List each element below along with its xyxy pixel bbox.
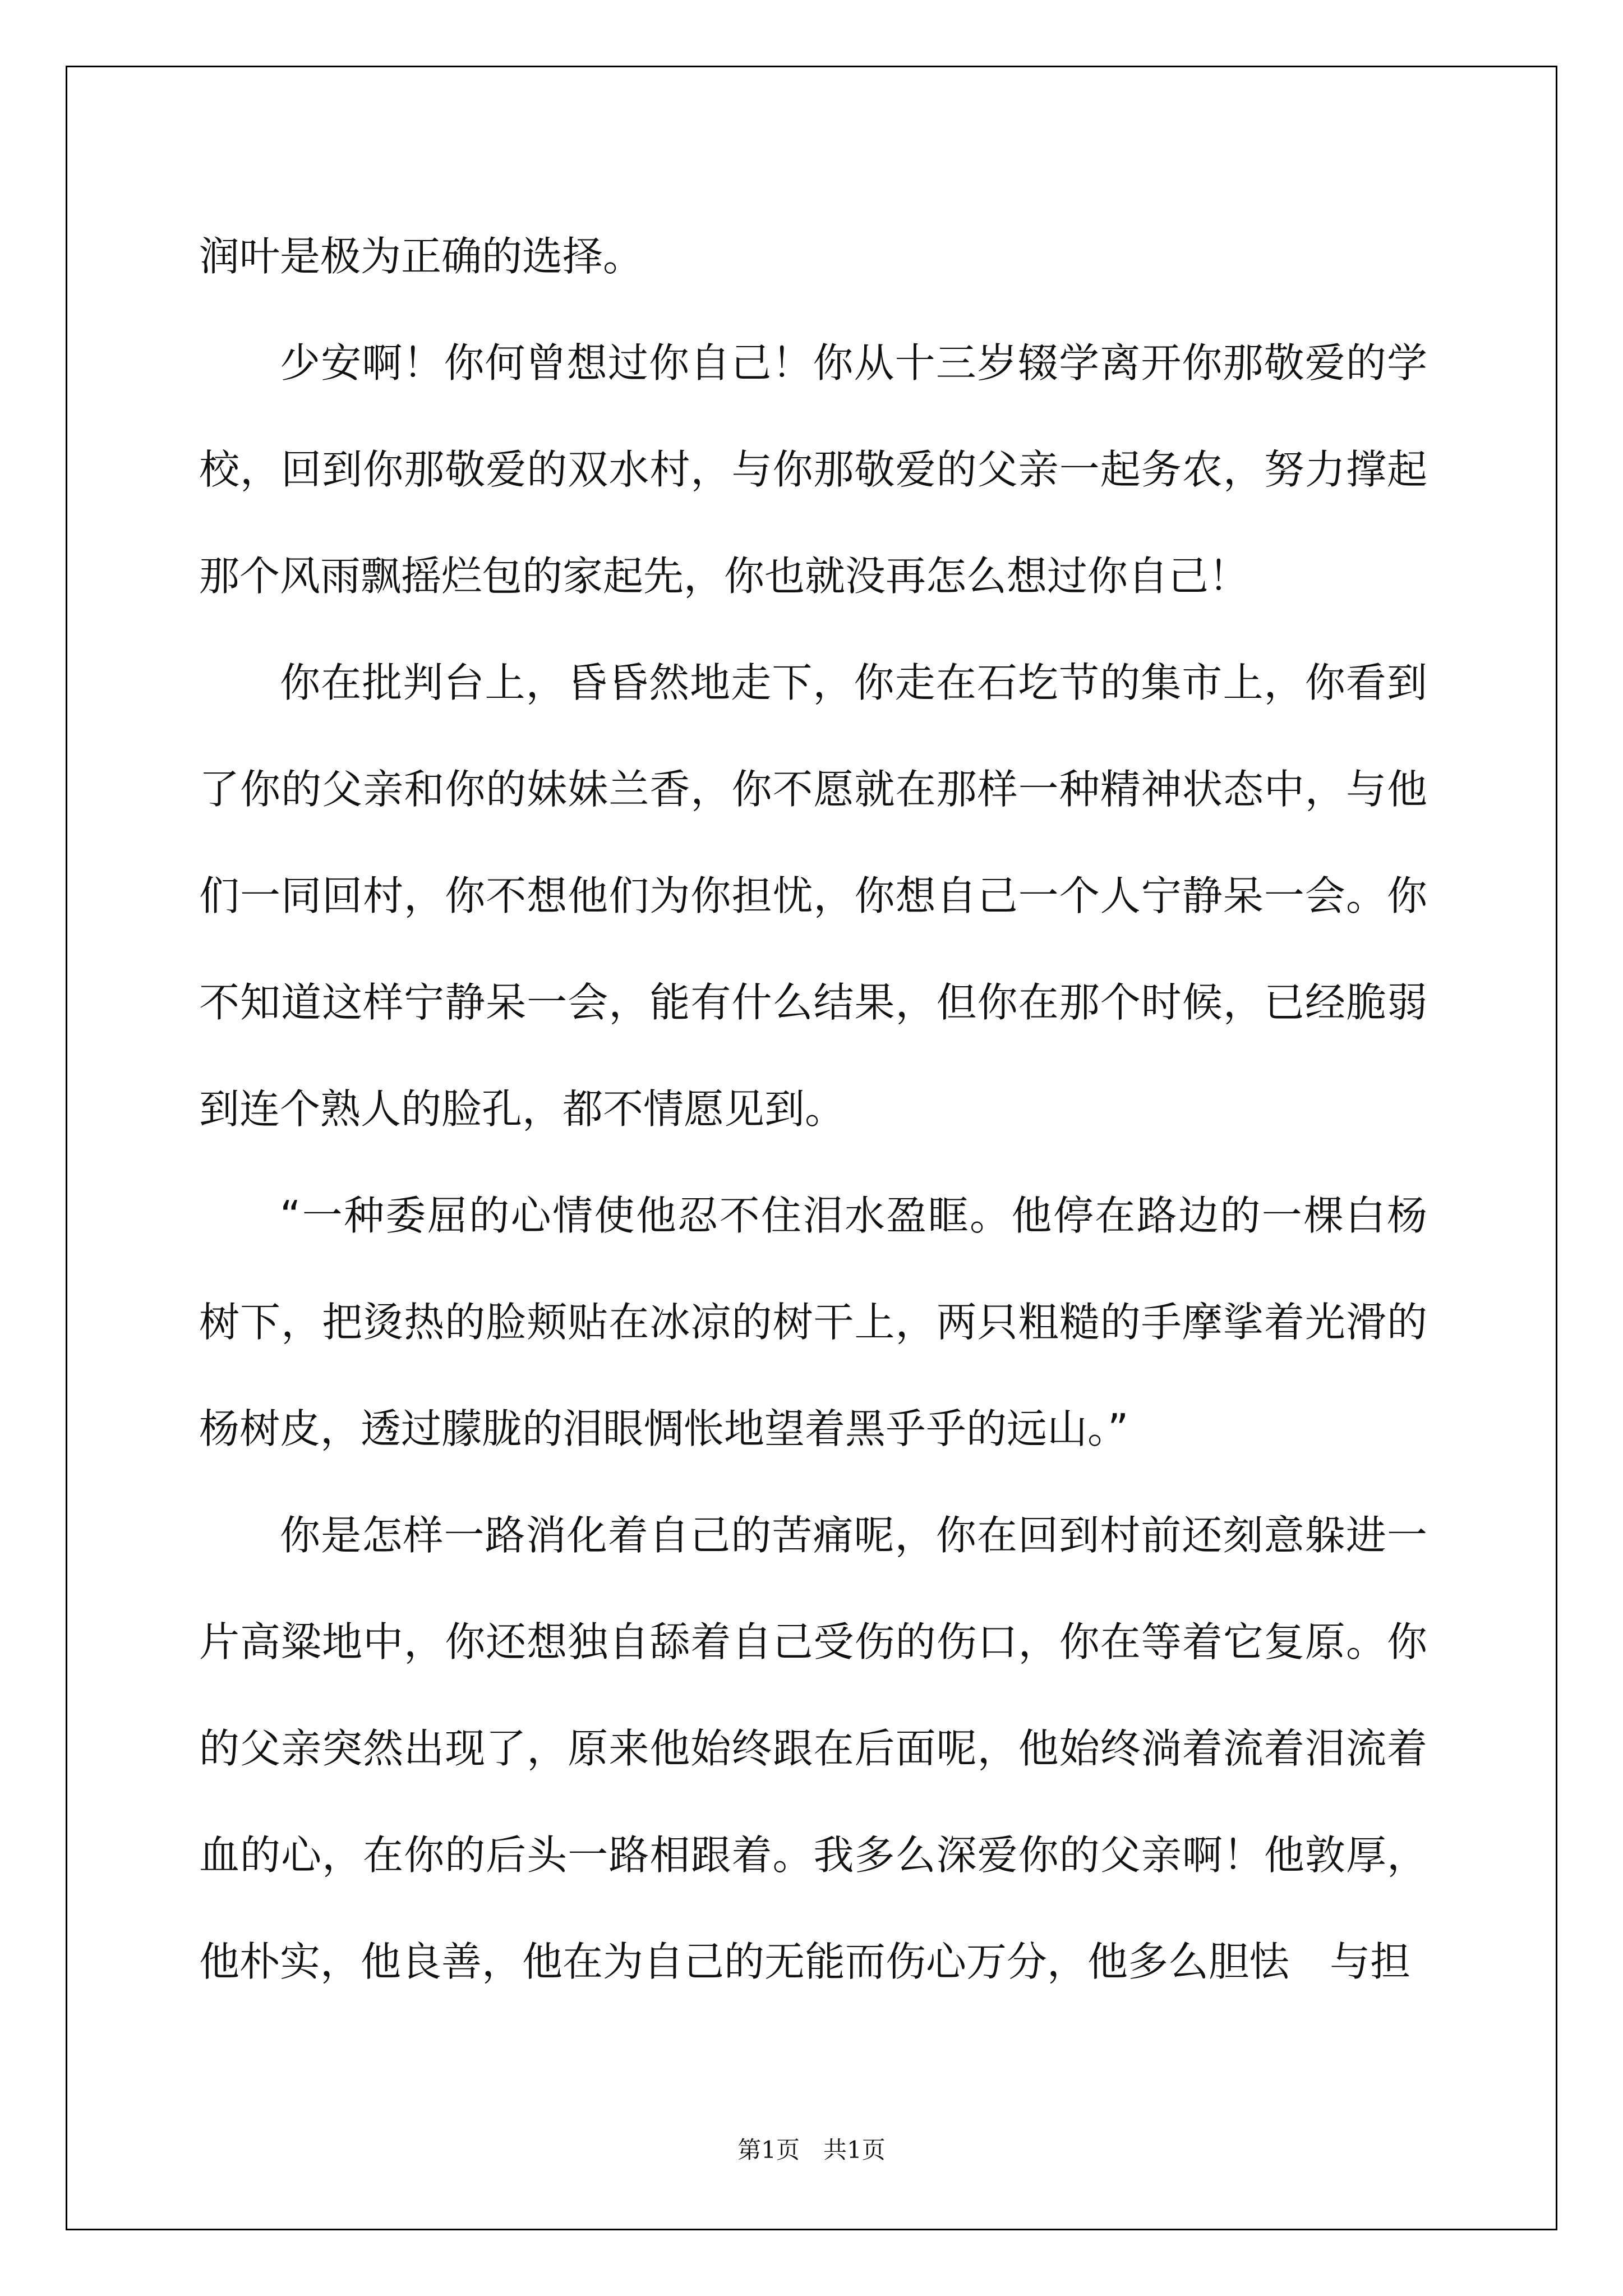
paragraph: 润叶是极为正确的选择。	[199, 233, 644, 280]
paragraph: 少安啊！你何曾想过你自己！你从十三岁辍学离开你那敬爱的学校，回到你那敬爱的双水村，与你那敬爱的父亲一起务农，努力撑起那个风雨飘摇烂包的家起先，你也就没再怎么想过你自己！	[199, 339, 1427, 600]
paragraph: “一种委屈的心情使他忍不住泪水盈眶。他停在路边的一棵白杨树下，把烫热的脸颊贴在冰凉的树干上，两只粗糙的手摩挲着光滑的杨树皮，透过朦胧的泪眼惆怅地望着黑乎乎的远山。”	[199, 1192, 1427, 1452]
paragraph: 你在批判台上，昏昏然地走下，你走在石圪节的集市上，你看到了你的父亲和你的妹妹兰香，你不愿就在那样一种精神状态中，与他们一同回村，你不想他们为你担忧，你想自己一个人宁静呆一会。你不知道这样宁静呆一会，能有什么结果，但你在那个时候，已经脆弱到连个熟人的脸孔，都不情愿见到。	[199, 659, 1427, 1133]
document-body	[199, 203, 1427, 2015]
paragraph: 你是怎样一路消化着自己的苦痛呢，你在回到村前还刻意躲进一片高粱地中，你还想独自舔着自己受伤的伤口，你在等着它复原。你的父亲突然出现了，原来他始终跟在后面呢，他始终淌着流着泪流着血的心，在你的后头一路相跟着。我多么深爱你的父亲啊！他敦厚，他朴实，他良善，他在为自己的无能而伤心万分，他多么胆怯 与担	[199, 1512, 1427, 1985]
page-number-footer: 第1页 共1页	[737, 2136, 886, 2164]
